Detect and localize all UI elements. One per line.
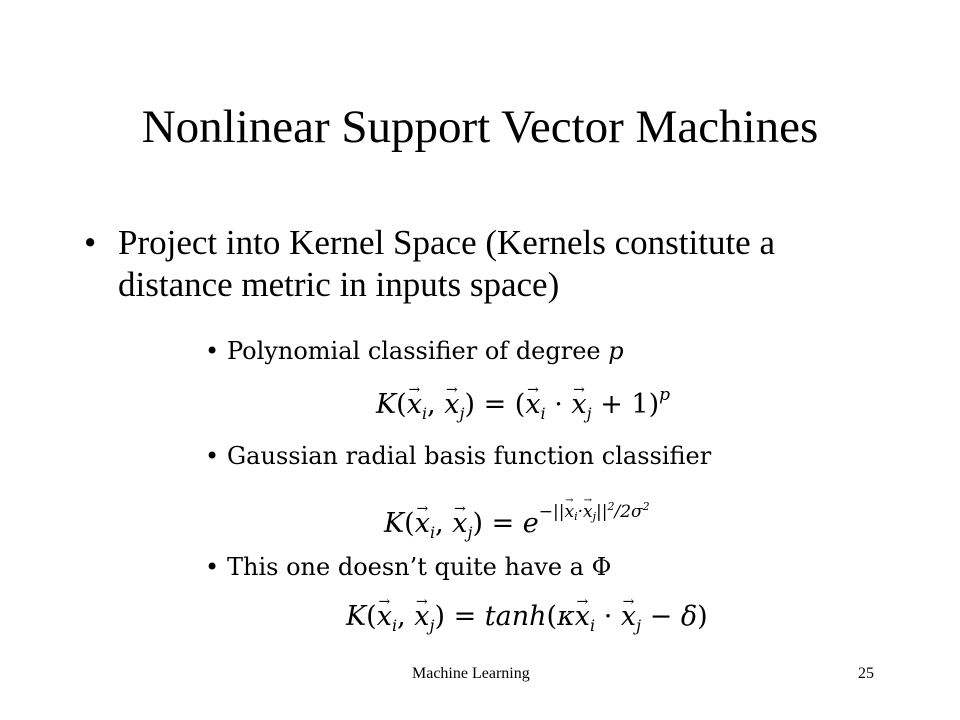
item-bullet-icon: • xyxy=(205,553,220,581)
item-bullet-icon: • xyxy=(205,337,220,365)
item-variable: p xyxy=(608,337,624,365)
formula-gaussian: $K(\to x_i$, → $x_j) = e^{-||\to x_i\cdot\to x_j||^2/2\sigma^2}$ xyxy=(384,490,650,550)
formula-tanh: $K(\to x_i$, → $x_j) = \tanh(\kappa\to x_i$ · → $x_j - \delta$) xyxy=(346,600,708,643)
item-label: This one doesn’t quite have a xyxy=(227,553,592,581)
kernel-item-tanh xyxy=(205,552,611,582)
item-label: Polynomial classifier of degree xyxy=(227,337,609,365)
footer-course: Machine Learning xyxy=(412,665,530,682)
kernel-item-polynomial xyxy=(205,336,624,366)
kernel-item-gaussian xyxy=(205,441,711,471)
item-variable: Φ xyxy=(591,553,612,581)
formula-polynomial: $K(\to x_i$, → $x_j$) = (→ $x_i$ · → $x_j + 1)^p$ xyxy=(376,378,670,431)
footer-page-number: 25 xyxy=(858,665,874,682)
item-bullet-icon: • xyxy=(205,442,220,470)
bullet-icon: • xyxy=(84,223,97,262)
item-label: Gaussian radial basis function classifier xyxy=(227,442,712,470)
bullet-text: Project into Kernel Space (Kernels constitute a distance metric in inputs space) xyxy=(118,223,776,304)
slide-title: Nonlinear Support Vector Machines xyxy=(141,101,819,153)
